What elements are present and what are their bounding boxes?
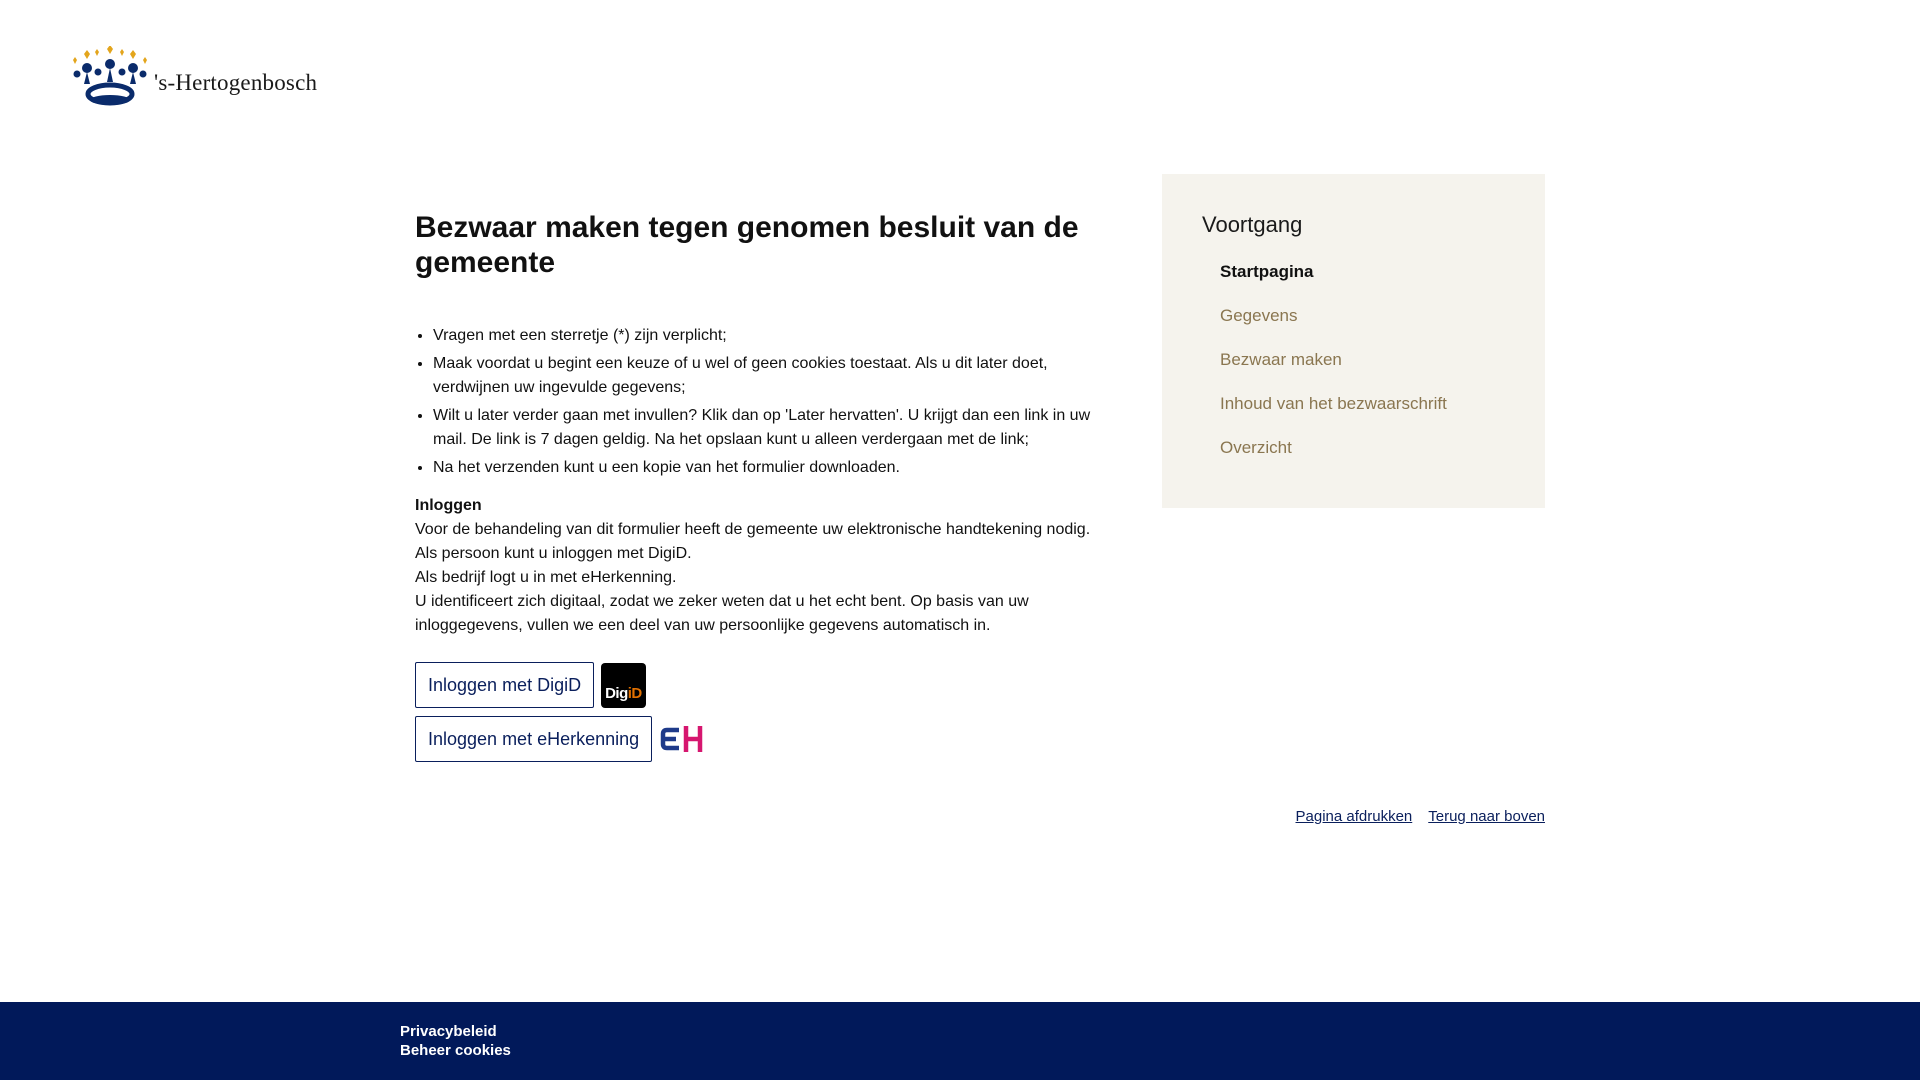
login-heading: Inloggen [415,497,482,514]
digid-login-button[interactable]: Inloggen met DigiD [415,662,594,708]
intro-item: • Maak voordat u begint een keuze of u wel of geen cookies toestaat. Als u dit later doet, verdwijnen uw ingevulde gegevens; [433,352,1095,400]
page-title: Bezwaar maken tegen genomen besluit van de gemeente [415,211,1079,279]
footer-links [400,1022,511,1060]
eherkenning-row [415,716,1095,762]
progress-steps [1202,260,1505,460]
intro-item: • Na het verzenden kunt u een kopie van het formulier downloaden. [433,456,1095,480]
eherkenning-logo-icon [659,722,705,756]
manage-cookies-link[interactable]: Beheer cookies [400,1042,511,1059]
eherkenning-login-button[interactable]: Inloggen met eHerkenning [415,716,652,762]
progress-panel [1162,174,1545,508]
back-to-top-link[interactable]: Terug naar boven [1428,808,1545,825]
digid-logo-icon [601,663,646,708]
progress-step-inhoud: Inhoud van het bezwaarschrift [1220,394,1447,413]
digid-row [415,662,1095,708]
digid-logo-accent: iD [627,684,642,702]
logo-text: 's-Hertogenbosch [154,70,318,95]
main-content [415,210,1095,770]
utility-links [1296,808,1546,825]
login-paragraph: U identificeert zich digitaal, zodat we zeker weten dat u het echt bent. Op basis van uw inloggegevens, vullen we een deel van uw persoonlijke gegevens automatisch in. [415,593,1029,634]
login-paragraph: Als bedrijf logt u in met eHerkenning. [415,569,677,586]
intro-item: • Wilt u later verder gaan met invullen? Klik dan op 'Later hervatten'. U krijgt dan een link in uw mail. De link is 7 dagen geldig. Na het opslaan kunt u alleen verdergaan met de link; [433,404,1095,452]
login-paragraph: Als persoon kunt u inloggen met DigiD. [415,545,692,562]
progress-step-startpagina: Startpagina [1220,262,1314,281]
progress-step-bezwaar-maken: Bezwaar maken [1220,350,1342,369]
progress-title: Voortgang [1202,212,1303,237]
print-page-link[interactable]: Pagina afdrukken [1295,808,1413,825]
crown-icon [70,46,150,108]
progress-step-overzicht: Overzicht [1220,438,1292,457]
footer [0,1002,1920,1080]
intro-item: • Vragen met een sterretje (*) zijn verplicht; [433,324,1095,348]
progress-step-gegevens: Gegevens [1220,306,1298,325]
digid-logo-text: Dig [605,684,628,702]
login-options [415,662,1095,762]
intro-list [415,324,1095,480]
municipality-logo[interactable] [70,46,317,108]
login-paragraph: Voor de behandeling van dit formulier heeft de gemeente uw elektronische handtekening nodig. [415,521,1091,538]
privacy-policy-link[interactable]: Privacybeleid [400,1023,497,1040]
